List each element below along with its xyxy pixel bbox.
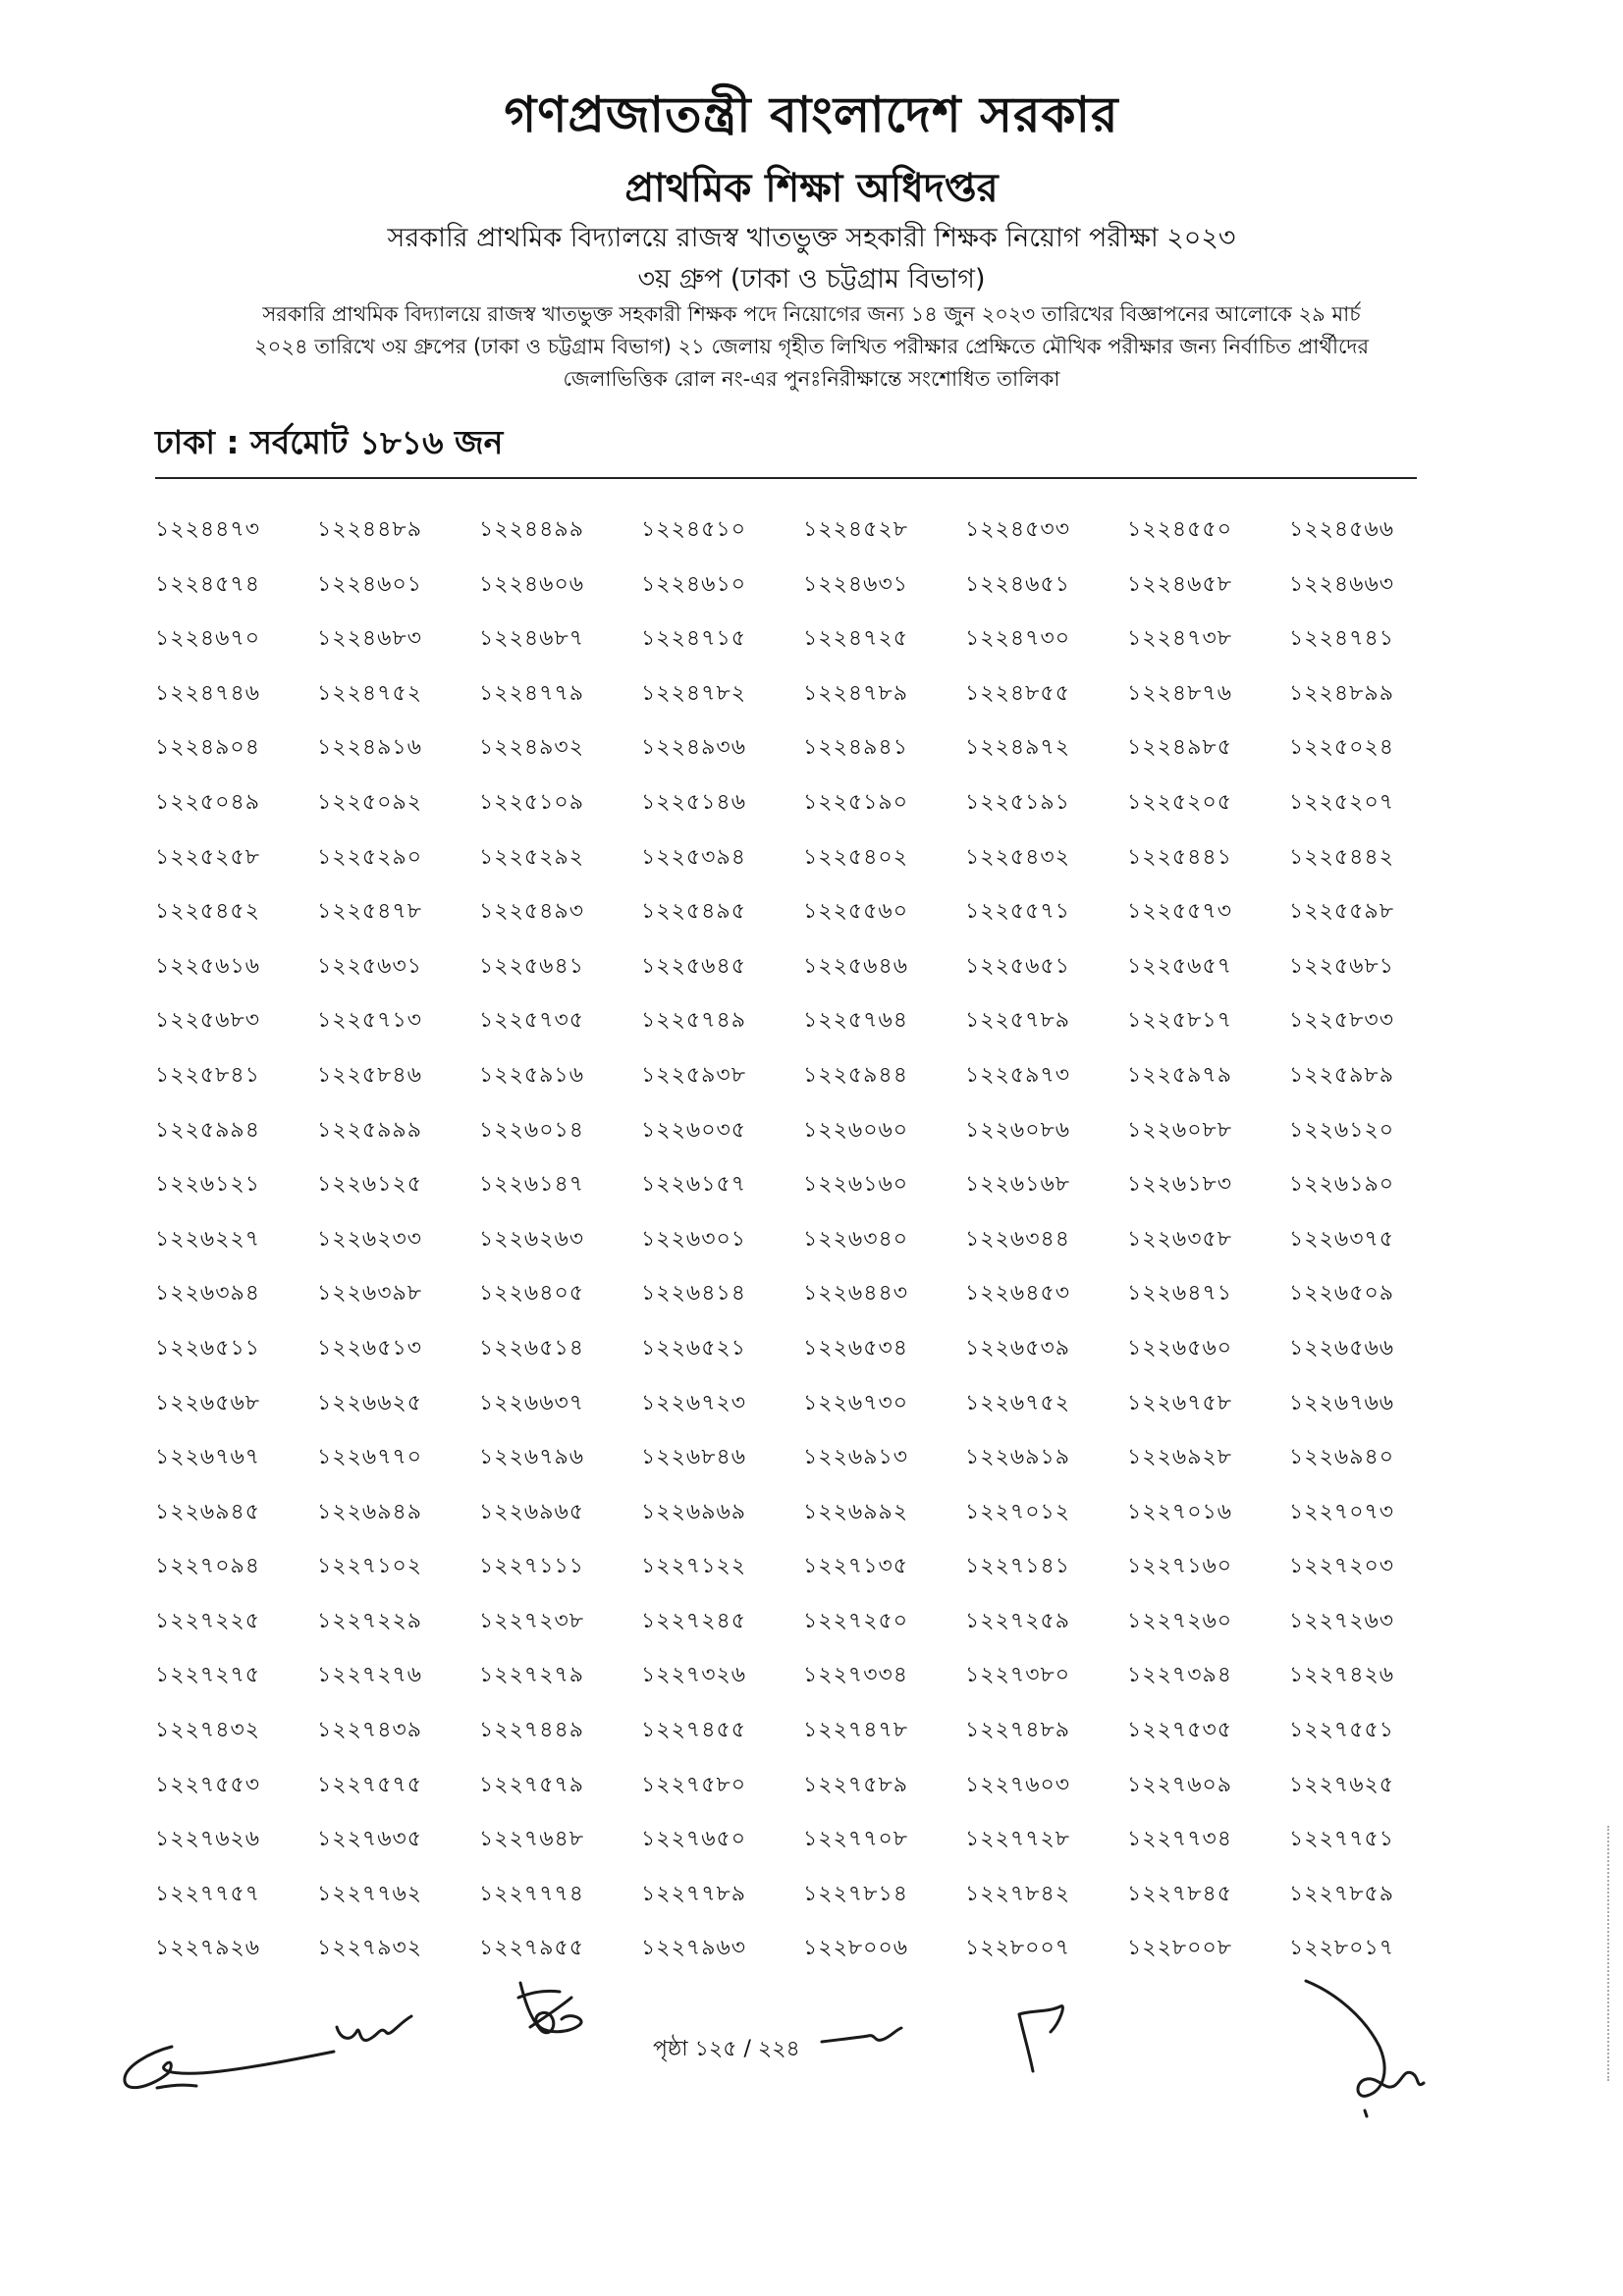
roll-number: ১২২৫৩৯৪ [641, 844, 747, 870]
roll-number: ১২২৭৭৫৭ [155, 1881, 261, 1906]
roll-number: ১২২৪৭৮২ [641, 680, 747, 706]
roll-number: ১২২৭৯৩২ [317, 1936, 423, 1961]
roll-number: ১২২৭২৪৫ [641, 1608, 747, 1633]
roll-number: ১২২৭৭২৮ [965, 1827, 1071, 1852]
roll-number: ১২২৬০১৪ [479, 1117, 585, 1143]
roll-number: ১২২৫৯৭৩ [965, 1062, 1071, 1088]
roll-number: ১২২৫৯৪৪ [803, 1062, 908, 1088]
roll-number: ১২২৭২৩৮ [479, 1608, 585, 1633]
roll-number: ১২২৪৮৭৬ [1127, 680, 1233, 706]
roll-number: ১২২৭২৫৯ [965, 1608, 1071, 1633]
roll-number: ১২২৪৯৭২ [965, 735, 1071, 761]
roll-number: ১২২৬১৬০ [803, 1172, 909, 1198]
roll-number: ১২২৭১০২ [317, 1554, 423, 1579]
roll-number: ১২২৬০৮৮ [1127, 1117, 1233, 1143]
roll-number: ১২২৭৭৮৯ [641, 1881, 747, 1906]
roll-number: ১২২৭৭০৮ [803, 1827, 909, 1852]
roll-number: ১২২৪৮৯৯ [1289, 680, 1394, 706]
roll-number: ১২২৬১৬৮ [965, 1172, 1071, 1198]
roll-number: ১২২৬৩৯৮ [317, 1281, 423, 1307]
roll-number: ১২২৬৯৯২ [803, 1499, 909, 1524]
roll-number: ১২২৭৭৩৪ [1127, 1827, 1233, 1852]
roll-number: ১২২৬৯১৩ [803, 1445, 909, 1470]
roll-number: ১২২৭৩৮০ [965, 1663, 1071, 1688]
roll-number: ১২২৫২০৭ [1289, 789, 1395, 815]
government-title: গণপ্রজাতন্ত্রী বাংলাদেশ সরকার [504, 86, 1119, 143]
roll-number: ১২২৪৬০১ [317, 571, 423, 597]
roll-number: ১২২৬৯৬৫ [479, 1499, 585, 1524]
roll-number: ১২২৬৭৫৮ [1127, 1390, 1233, 1415]
roll-number: ১২২৪৪৭৩ [155, 517, 261, 542]
roll-number: ১২২৬৩৪০ [803, 1226, 909, 1252]
roll-number: ১২২৭৫৮০ [641, 1772, 747, 1797]
roll-number: ১২২৭৪৮৯ [965, 1718, 1071, 1743]
roll-number: ১২২৫২৫৮ [155, 844, 261, 870]
department-title: প্রাথমিক শিক্ষা অধিদপ্তর [624, 166, 999, 211]
roll-number: ১২২৭৬২৫ [1289, 1772, 1395, 1797]
roll-number: ১২২৫৬৪৫ [641, 953, 747, 979]
roll-number: ১২২৬৫৩৯ [965, 1335, 1071, 1361]
roll-number: ১২২৫৮১৭ [1127, 1008, 1233, 1034]
roll-number: ১২২৭৬৩৫ [317, 1827, 423, 1852]
roll-number: ১২২৫৫৯৮ [1289, 899, 1394, 925]
roll-number: ১২২৪৭২৫ [803, 626, 909, 652]
roll-number: ১২২৬৪৪৩ [803, 1281, 909, 1307]
roll-number: ১২২৫৯৮৯ [1289, 1062, 1394, 1088]
roll-number: ১২২৬২২৭ [155, 1226, 261, 1252]
roll-number: ১২২৭৬৪৮ [479, 1827, 585, 1852]
roll-number: ১২২৬৭৯৬ [479, 1445, 585, 1470]
roll-number: ১২২৪৫১০ [641, 517, 747, 542]
roll-number: ১২২৭৬২৬ [155, 1827, 261, 1852]
roll-number: ১২২৪৯১৬ [317, 735, 423, 761]
roll-number: ১২২৫৫৭৩ [1127, 899, 1233, 925]
roll-number: ১২২৫৯৭৯ [1127, 1062, 1233, 1088]
roll-number: ১২২৬৫২১ [641, 1335, 747, 1361]
roll-number: ১২২৫৯৯৪ [155, 1117, 260, 1143]
roll-number: ১২২৭৩২৬ [641, 1663, 747, 1688]
scan-edge-mark [1607, 1826, 1609, 2081]
roll-number: ১২২৬৮৪৬ [641, 1445, 747, 1470]
roll-number: ১২২৬০৩৫ [641, 1117, 747, 1143]
roll-number: ১২২৫৭৪৯ [641, 1008, 747, 1034]
roll-number: ১২২৫৮৩৩ [1289, 1008, 1395, 1034]
roll-number: ১২২৭৫৫৩ [155, 1772, 261, 1797]
roll-number: ১২২৭৯২৬ [155, 1936, 261, 1961]
roll-number: ১২২৫১০৯ [479, 789, 585, 815]
roll-number: ১২২৪৯৩৬ [641, 735, 747, 761]
roll-number: ১২২৬২৬৩ [479, 1226, 585, 1252]
roll-number: ১২২৬৪১৪ [641, 1281, 747, 1307]
roll-number: ১২২৭২৬০ [1127, 1608, 1233, 1633]
roll-number: ১২২৪৭১৫ [641, 626, 747, 652]
roll-number: ১২২৬৭৩০ [803, 1390, 909, 1415]
roll-number: ১২২৫৬৩১ [317, 953, 423, 979]
roll-number: ১২২৪৫৫০ [1127, 517, 1233, 542]
roll-number: ১২২৫৪০২ [803, 844, 909, 870]
roll-number: ১২২৫৭৮৯ [965, 1008, 1071, 1034]
roll-number: ১২২৪৭৮৯ [803, 680, 909, 706]
roll-number: ১২২৭৫৩৫ [1127, 1718, 1233, 1743]
roll-number: ১২২৭৭৭৪ [479, 1881, 585, 1906]
roll-number: ১২২৬৫৩৪ [803, 1335, 909, 1361]
roll-number: ১২২৬৩৪৪ [965, 1226, 1071, 1252]
roll-number: ১২২৬৪৭১ [1127, 1281, 1233, 1307]
notice-line-1: সরকারি প্রাথমিক বিদ্যালয়ে রাজস্ব খাতভুক্ত সহকারী শিক্ষক পদে নিয়োগের জন্য ১৪ জুন ২০২৩ তারিখের বিজ্ঞাপনের আলোকে ২৯ মার্চ [262, 302, 1361, 326]
roll-number: ১২২৪৫৭৪ [155, 571, 261, 597]
roll-number: ১২২৫২৯০ [317, 844, 423, 870]
roll-number: ১২২৪৭৪৬ [155, 680, 261, 706]
roll-number: ১২২৪৬৩১ [803, 571, 909, 597]
roll-number: ১২২৬৩৭৫ [1289, 1226, 1395, 1252]
roll-number: ১২২৬০৮৬ [965, 1117, 1071, 1143]
roll-number: ১২২৪৯৩২ [479, 735, 585, 761]
roll-number: ১২২৫৬৮৩ [155, 1008, 261, 1034]
roll-number: ১২২৫৬৪১ [479, 953, 585, 979]
roll-number: ১২২৭২৭৬ [317, 1663, 423, 1688]
roll-number: ১২২৭২৭৫ [155, 1663, 261, 1688]
roll-number: ১২২৭৮৫৯ [1289, 1881, 1395, 1906]
page-number: পৃষ্ঠা ১২৫ / ২২৪ [653, 2037, 800, 2061]
roll-number: ১২২৭৫৫১ [1289, 1718, 1395, 1743]
roll-number: ১২২৬২৩৩ [317, 1226, 423, 1252]
roll-number: ১২২৫০৯২ [317, 789, 423, 815]
roll-number: ১২২৪৬৮৭ [479, 626, 585, 652]
roll-number: ১২২৫৬৪৬ [803, 953, 909, 979]
roll-number: ১২২৬৯১৯ [965, 1445, 1071, 1470]
roll-number: ১২২৪৭৩৮ [1127, 626, 1233, 652]
roll-number: ১২২৭৪৩২ [155, 1718, 261, 1743]
roll-number: ১২২৭২০৩ [1289, 1554, 1395, 1579]
signature-2 [329, 2002, 417, 2056]
roll-number: ১২২৭৬০৩ [965, 1772, 1071, 1797]
roll-number: ১২২৭৪২৬ [1289, 1663, 1395, 1688]
roll-number: ১২২৭৮৪৫ [1127, 1881, 1233, 1906]
signature-5 [1001, 1993, 1080, 2081]
roll-number: ১২২৭১৬০ [1127, 1554, 1233, 1579]
roll-number: ১২২৫৭১৩ [317, 1008, 423, 1034]
roll-number: ১২২৭৮৪২ [965, 1881, 1071, 1906]
roll-number: ১২২৭৪৩৯ [317, 1718, 423, 1743]
roll-number: ১২২৭৭৬২ [317, 1881, 423, 1906]
roll-number: ১২২৪৭৭৯ [479, 680, 585, 706]
roll-number: ১২২৭৪৫৫ [641, 1718, 747, 1743]
roll-number: ১২২৭৫৭৯ [479, 1772, 585, 1797]
roll-number: ১২২৫৬৮১ [1289, 953, 1395, 979]
roll-number: ১২২৬১২০ [1289, 1117, 1395, 1143]
roll-number: ১২২৫৪৯৩ [479, 899, 585, 925]
roll-number: ১২২৭১২২ [641, 1554, 747, 1579]
roll-number: ১২২৬৭৫২ [965, 1390, 1071, 1415]
roll-number: ১২২৬৫১৩ [317, 1335, 423, 1361]
roll-number: ১২২৬১৪৭ [479, 1172, 585, 1198]
roll-number-table [155, 503, 1451, 1976]
signature-4 [817, 2020, 905, 2055]
roll-number: ১২২৮০০৬ [803, 1936, 909, 1961]
roll-number: ১২২৪৯৪১ [803, 735, 908, 761]
roll-number: ১২২৫৭৬৪ [803, 1008, 909, 1034]
roll-number: ১২২৪৭৫২ [317, 680, 423, 706]
roll-number: ১২২৭২৬৩ [1289, 1608, 1395, 1633]
roll-number: ১২২৬৭৬৬ [1289, 1390, 1395, 1415]
roll-number: ১২২৮০১৭ [1289, 1936, 1395, 1961]
roll-number: ১২২৫৯১৬ [479, 1062, 585, 1088]
roll-number: ১২২৭৩৩৪ [803, 1663, 909, 1688]
roll-number: ১২২৪৬১০ [641, 571, 747, 597]
roll-number: ১২২৫০২৪ [1289, 735, 1395, 761]
roll-number: ১২২৬৯৬৯ [641, 1499, 747, 1524]
section-divider [155, 477, 1417, 479]
roll-number: ১২২৪৬০৬ [479, 571, 585, 597]
roll-number: ১২২৫৫৭১ [965, 899, 1071, 925]
roll-number: ১২২৭৪৭৮ [803, 1718, 909, 1743]
roll-number: ১২২৬১২১ [155, 1172, 261, 1198]
roll-number: ১২২৭৭৫১ [1289, 1827, 1395, 1852]
roll-number: ১২২৪৭৪১ [1289, 626, 1395, 652]
roll-number: ১২২৭৬৫০ [641, 1827, 747, 1852]
roll-number: ১২২৬৭২৩ [641, 1390, 747, 1415]
roll-number: ১২২৬৬২৫ [317, 1390, 423, 1415]
roll-number: ১২২৬১২৫ [317, 1172, 423, 1198]
roll-number: ১২২৭৫৮৯ [803, 1772, 909, 1797]
roll-number: ১২২৬১৫৭ [641, 1172, 747, 1198]
roll-number: ১২২৬৪০৫ [479, 1281, 585, 1307]
roll-number: ১২২৬১৮৩ [1127, 1172, 1233, 1198]
roll-number: ১২২৪৬৫৮ [1127, 571, 1233, 597]
roll-number: ১২২৫১৯০ [803, 789, 909, 815]
section-heading: ঢাকা : সর্বমোট ১৮১৬ জন [155, 423, 504, 461]
roll-number: ১২২৫২০৫ [1127, 789, 1233, 815]
roll-number: ১২২৪৫৬৬ [1289, 517, 1395, 542]
roll-number: ১২২৬৬৩৭ [479, 1390, 585, 1415]
roll-number: ১২২৭০৭৩ [1289, 1499, 1395, 1524]
roll-number: ১২২৭৪৪৯ [479, 1718, 585, 1743]
roll-number: ১২২৭০১২ [965, 1499, 1071, 1524]
roll-number: ১২২৭৯৬৩ [641, 1936, 747, 1961]
roll-number: ১২২৬৫১১ [155, 1335, 261, 1361]
roll-number: ১২২৫১৯১ [965, 789, 1070, 815]
roll-number: ১২২৬৭৭০ [317, 1445, 423, 1470]
roll-number: ১২২৬৫০৯ [1289, 1281, 1395, 1307]
roll-number: ১২২৪৬৮৩ [317, 626, 423, 652]
roll-number: ১২২৬১৯০ [1289, 1172, 1395, 1198]
roll-number: ১২২৫৯৯৯ [317, 1117, 422, 1143]
roll-number: ১২২৬৫৬৬ [1289, 1335, 1395, 1361]
notice-line-3: জেলাভিত্তিক রোল নং-এর পুনঃনিরীক্ষান্তে সংশোধিত তালিকা [563, 367, 1060, 391]
roll-number: ১২২৫০৪৯ [155, 789, 261, 815]
roll-number: ১২২৪৬৫১ [965, 571, 1071, 597]
roll-number: ১২২৭০১৬ [1127, 1499, 1233, 1524]
roll-number: ১২২৫৮৪১ [155, 1062, 260, 1088]
roll-number: ১২২৬৪৫৩ [965, 1281, 1071, 1307]
roll-number: ১২২৭৩৯৪ [1127, 1663, 1233, 1688]
roll-number: ১২২৬০৬০ [803, 1117, 909, 1143]
roll-number: ১২২৪৬৭০ [155, 626, 261, 652]
roll-number: ১২২৪৬৬৩ [1289, 571, 1395, 597]
roll-number: ১২২৬৩৫৮ [1127, 1226, 1233, 1252]
roll-number: ১২২৮০০৮ [1127, 1936, 1233, 1961]
roll-number: ১২২৫১৪৬ [641, 789, 747, 815]
roll-number: ১২২৬৩০১ [641, 1226, 747, 1252]
group-title: ৩য় গ্রুপ (ঢাকা ও চট্টগ্রাম বিভাগ) [637, 264, 986, 294]
roll-number: ১২২৬৫১৪ [479, 1335, 585, 1361]
roll-number: ১২২৪৪৯৯ [479, 517, 584, 542]
roll-number: ১২২৭২৭৯ [479, 1663, 585, 1688]
signature-6 [1296, 1973, 1434, 2130]
roll-number: ১২২৮০০৭ [965, 1936, 1071, 1961]
roll-number: ১২২৫৬৫৭ [1127, 953, 1233, 979]
roll-number: ১২২৬৯২৮ [1127, 1445, 1233, 1470]
roll-number: ১২২৭২৫০ [803, 1608, 909, 1633]
roll-number: ১২২৫৪৭৮ [317, 899, 423, 925]
signature-1 [113, 2017, 339, 2106]
roll-number: ১২২৫৪৫২ [155, 899, 261, 925]
roll-number: ১২২৫৬৫১ [965, 953, 1071, 979]
roll-number: ১২২৭৫৭৫ [317, 1772, 423, 1797]
roll-number: ১২২৫২৯২ [479, 844, 585, 870]
roll-number: ১২২৭২২৯ [317, 1608, 423, 1633]
roll-number: ১২২৫৪৯৫ [641, 899, 746, 925]
roll-number: ১২২৭১৪১ [965, 1554, 1071, 1579]
roll-number: ১২২৫৪৪১ [1127, 844, 1232, 870]
roll-number: ১২২৭১৩৫ [803, 1554, 909, 1579]
exam-title: সরকারি প্রাথমিক বিদ্যালয়ে রাজস্ব খাতভুক্ত সহকারী শিক্ষক নিয়োগ পরীক্ষা ২০২৩ [387, 223, 1236, 253]
roll-number: ১২২৫৫৬০ [803, 899, 909, 925]
roll-number: ১২২৭৮১৪ [803, 1881, 909, 1906]
roll-number: ১২২৬৭৬৭ [155, 1445, 261, 1470]
roll-number: ১২২৪৫২৮ [803, 517, 909, 542]
roll-number: ১২২৬৯৪৯ [317, 1499, 423, 1524]
roll-number: ১২২৭২২৫ [155, 1608, 261, 1633]
roll-number: ১২২৪৮৫৫ [965, 680, 1070, 706]
roll-number: ১২২৪৯৮৫ [1127, 735, 1232, 761]
roll-number: ১২২৪৫৩৩ [965, 517, 1071, 542]
roll-number: ১২২৫৬১৬ [155, 953, 261, 979]
roll-number: ১২২৬৫৬০ [1127, 1335, 1233, 1361]
roll-number: ১২২৫৪৪২ [1289, 844, 1395, 870]
roll-number: ১২২৬৩৯৪ [155, 1281, 261, 1307]
roll-number: ১২২৭০৯৪ [155, 1554, 261, 1579]
roll-number: ১২২৫৭৩৫ [479, 1008, 585, 1034]
roll-number: ১২২৬৫৬৮ [155, 1390, 261, 1415]
roll-number: ১২২৪৯০৪ [155, 735, 261, 761]
roll-number: ১২২৪৭৩০ [965, 626, 1071, 652]
roll-number: ১২২৭৯৫৫ [479, 1936, 585, 1961]
signature-3 [501, 1968, 599, 2052]
roll-number: ১২২৭৬০৯ [1127, 1772, 1233, 1797]
roll-number: ১২২৬৯৪০ [1289, 1445, 1395, 1470]
roll-number: ১২২৭১১১ [479, 1554, 585, 1579]
roll-number: ১২২৫৪৩২ [965, 844, 1071, 870]
roll-number: ১২২৪৪৮৯ [317, 517, 422, 542]
roll-number: ১২২৫৮৪৬ [317, 1062, 423, 1088]
notice-line-2: ২০২৪ তারিখে ৩য় গ্রুপের (ঢাকা ও চট্টগ্রাম বিভাগ) ২১ জেলায় গৃহীত লিখিত পরীক্ষার প্রেক্ষিতে মৌখিক পরীক্ষার জন্য নির্বাচিত প্রার্থীদের [253, 335, 1369, 358]
roll-number: ১২২৬৯৪৫ [155, 1499, 261, 1524]
roll-number: ১২২৫৯৩৮ [641, 1062, 747, 1088]
